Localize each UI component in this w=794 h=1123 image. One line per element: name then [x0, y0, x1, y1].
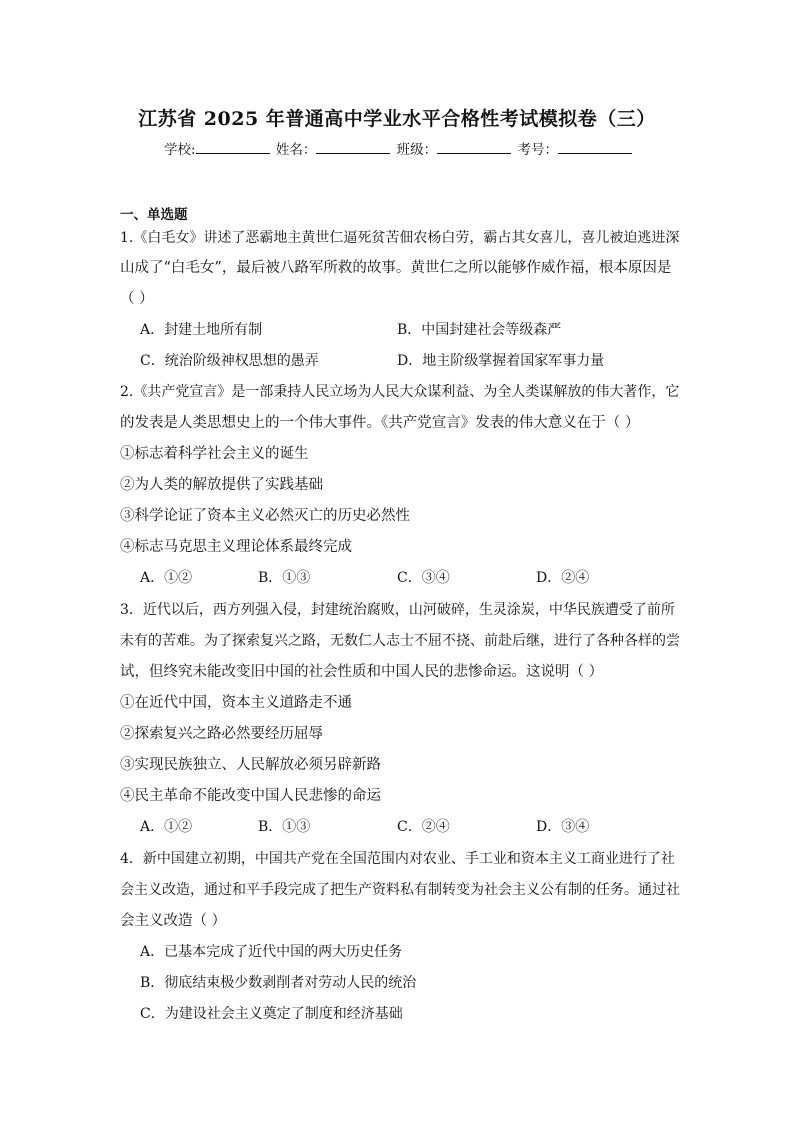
question-2-stem-line: 的发表是人类思想史上的一个伟大事件。《共产党宣言》发表的伟大意义在于（ ）	[120, 415, 640, 431]
question-1-stem-line: 山成了“白毛女”，最后被八路军所救的故事。黄世仁之所以能够作威作福，根本原因是	[120, 260, 672, 276]
question-3-option-a: A．①②	[140, 819, 193, 835]
question-1-option-b: B．中国封建社会等级森严	[397, 322, 562, 338]
question-3-stem-line: 试，但终究未能改变旧中国的社会性质和中国人民的悲惨命运。这说明（ ）	[120, 664, 604, 680]
question-3-stem-line: 3．近代以后，西方列强入侵，封建统治腐败，山河破碎，生灵涂炭，中华民族遭受了前所	[120, 602, 675, 618]
question-2-option-b: B．①③	[258, 570, 311, 586]
question-1-option-d: D．地主阶级掌握着国家军事力量	[397, 353, 605, 369]
class-label: 班级：	[396, 142, 438, 158]
name-label: 姓名：	[275, 142, 317, 158]
question-3-item: ②探索复兴之路必然要经历屈辱	[120, 726, 323, 742]
question-4-stem-line: 会主义改造，通过和平手段完成了把生产资料私有制转变为社会主义公有制的任务。通过社	[120, 882, 680, 898]
question-3-item: ④民主革命不能改变中国人民悲惨的命运	[120, 788, 381, 804]
question-2-option-c: C．③④	[397, 570, 450, 586]
school-label: 学校:	[164, 142, 196, 158]
question-3-item: ③实现民族独立、人民解放必须另辟新路	[120, 757, 381, 773]
question-1-stem-line: 1.《白毛女》讲述了恶霸地主黄世仁逼死贫苦佃农杨白劳，霸占其女喜儿，喜儿被迫逃进深	[120, 230, 680, 246]
question-3-stem-line: 未有的苦难。为了探索复兴之路，无数仁人志士不屈不挠、前赴后继，进行了各种各样的尝	[120, 633, 680, 649]
question-2-option-d: D．②④	[536, 570, 590, 586]
exam-number-blank	[558, 140, 632, 154]
question-3-option-b: B．①③	[258, 819, 311, 835]
question-1-option-c: C．统治阶级神权思想的愚弄	[140, 353, 319, 369]
question-3-option-d: D．③④	[536, 819, 590, 835]
name-blank	[316, 140, 390, 154]
question-4-option-a: A．已基本完成了近代中国的两大历史任务	[140, 944, 403, 960]
school-blank	[196, 140, 270, 154]
question-1-stem-line: （ ）	[120, 291, 154, 307]
question-3-option-c: C．②④	[397, 819, 450, 835]
class-blank	[437, 140, 511, 154]
question-2-item: ④标志马克思主义理论体系最终完成	[120, 539, 352, 555]
student-info-line	[0, 138, 794, 158]
question-2-stem-line: 2.《共产党宣言》是一部秉持人民立场为人民大众谋利益、为全人类谋解放的伟大著作，它	[120, 384, 680, 400]
question-1-option-a: A．封建土地所有制	[140, 322, 263, 338]
question-4-option-b: B．彻底结束极少数剥削者对劳动人民的统治	[140, 975, 417, 991]
question-3-item: ①在近代中国，资本主义道路走不通	[120, 695, 352, 711]
exam-title: 江苏省 2025 年普通高中学业水平合格性考试模拟卷（三）	[138, 108, 656, 130]
question-2-item: ①标志着科学社会主义的诞生	[120, 446, 309, 462]
question-2-option-a: A．①②	[140, 570, 193, 586]
section-heading: 一、单选题	[120, 207, 188, 223]
exam-number-label: 考号：	[517, 142, 558, 158]
question-2-item: ②为人类的解放提供了实践基础	[120, 477, 323, 493]
question-2-item: ③科学论证了资本主义必然灭亡的历史必然性	[120, 508, 410, 524]
question-4-option-c: C．为建设社会主义奠定了制度和经济基础	[140, 1006, 403, 1022]
question-4-stem-line: 会主义改造（ ）	[120, 913, 227, 929]
question-4-stem-line: 4．新中国建立初期，中国共产党在全国范围内对农业、手工业和资本主义工商业进行了社	[120, 851, 675, 867]
